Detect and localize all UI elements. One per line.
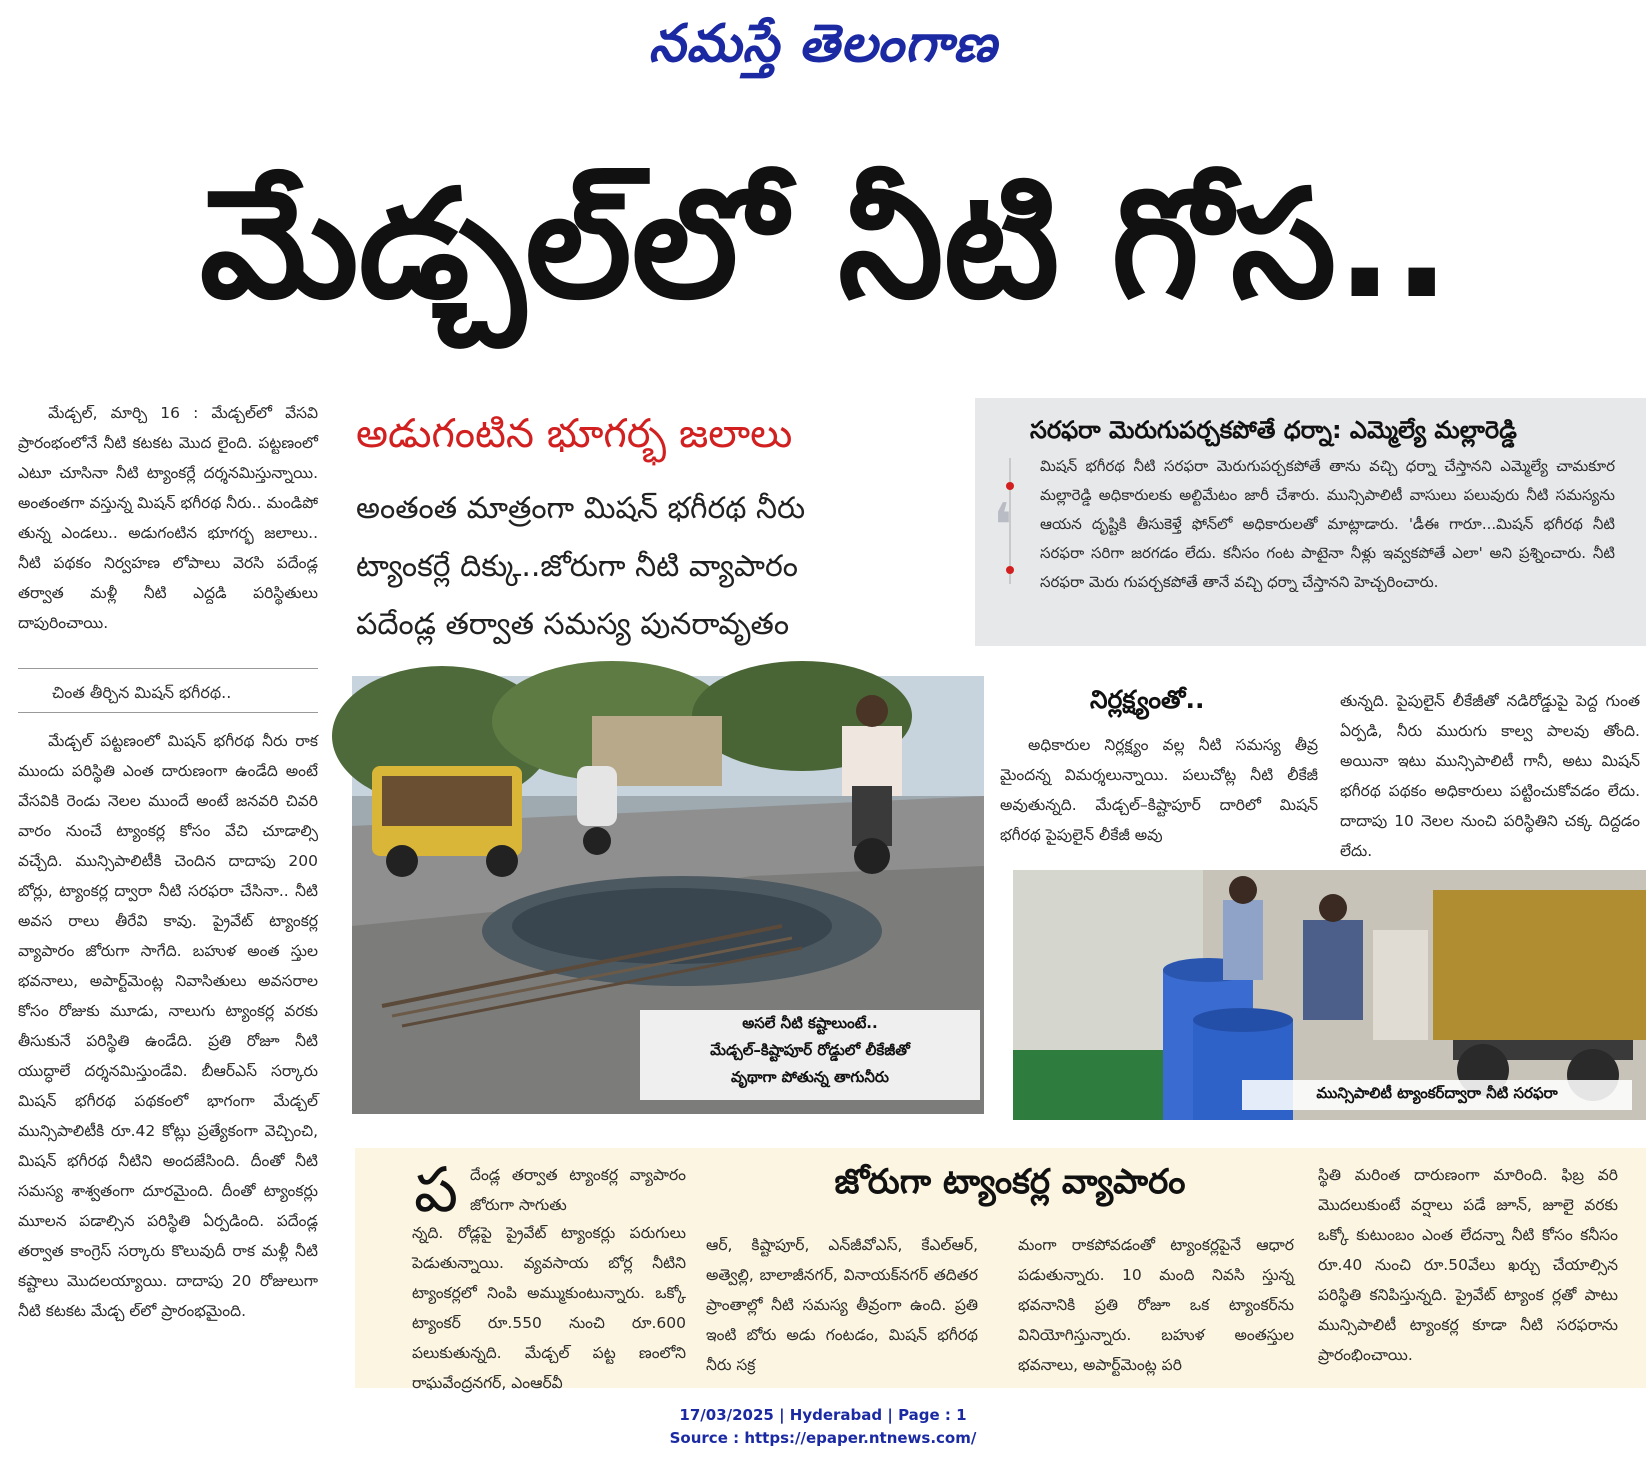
left-column-lead xyxy=(18,398,318,638)
bottom-col-4 xyxy=(1318,1160,1618,1380)
bottom-col-3-text: మంగా రాకపోవడంతో ట్యాంకర్లపైనే ఆధార పడుతున్నారు. 10 మంది నివసి స్తున్న భవనానికి ప్రతి రోజూ ఒక ట్యాంకర్‌ను వినియోగిస్తున్నారు. బహుళ అంతస్తుల భవనాలు, అపార్ట్‌మెంట్ల పరి xyxy=(1018,1236,1294,1374)
negligence-text-2: తున్నది. పైపులైన్ లీకేజీతో నడిరోడ్డుపై పెద్ద గుంత ఏర్పడి, నీరు మురుగు కాల్వ పాలవు తోంది. అయినా ఇటు మున్సిపాలిటీ గానీ, అటు మిషన్ భగీరథ పథకం అధికారులు పట్టించుకోవడం లేదు. దాదాపు 10 నెలల నుంచి పరిస్థితిని చక్క దిద్దడం లేదు. xyxy=(1340,692,1640,860)
red-subhead: అడుగంటిన భూగర్భ జలాలు xyxy=(356,411,793,457)
left-column-divider xyxy=(18,668,318,669)
footer-date-line: 17/03/2025 | Hyderabad | Page : 1 xyxy=(679,1406,967,1424)
left-column-divider-2 xyxy=(18,712,318,713)
bottom-col-4-text: స్థితి మరింత దారుణంగా మారింది. ఫిబ్ర వరి మొదలుకుంటే వర్షాలు పడే జూన్, జూలై వరకు ఒక్కో కుటుంబం ఎంత లేదన్నా నీటి కోసం కనీసం రూ.40 నుంచి రూ.50వేలు ఖర్చు చేయాల్సిన పరిస్థితి కనిపిస్తున్నది. ప్రైవేట్ ట్యాంక ర్లతో పాటు మున్సిపాలిటీ ట్యాంకర్ల కూడా నీటి సరఫరాను ప్రారంభించాయి. xyxy=(1318,1166,1618,1364)
quote-mark-icon: ❛ xyxy=(993,491,1013,561)
negligence-col-1 xyxy=(1000,730,1318,850)
deck-line: ట్యాంకర్లే దిక్కు..జోరుగా నీటి వ్యాపారం xyxy=(356,549,798,584)
deck-line: అంతంత మాత్రంగా మిషన్ భగీరథ నీరు xyxy=(356,491,806,526)
mla-quote-title: సరఫరా మెరుగుపర్చకపోతే ధర్నా: ఎమ్మెల్యే మల్లారెడ్డి xyxy=(1030,416,1517,444)
road-photo-caption xyxy=(640,1010,980,1100)
bottom-col-1 xyxy=(412,1218,686,1392)
bottom-col-1-top-text: దేండ్ల తర్వాత ట్యాంకర్ల వ్యాపారం జోరుగా సాగుతు xyxy=(470,1166,686,1214)
tanker-photo-caption: మున్సిపాలిటీ ట్యాంకర్‌ద్వారా నీటి సరఫరా xyxy=(1242,1080,1632,1110)
deck xyxy=(356,480,916,654)
dropcap: ప xyxy=(414,1153,459,1226)
footer-source-line: Source : https://epaper.ntnews.com/ xyxy=(669,1429,977,1447)
bottom-col-2 xyxy=(706,1230,978,1380)
mla-quote-body: మిషన్ భగీరథ నీటి సరఫరా మెరుగుపర్చకపోతే తాను వచ్చి ధర్నా చేస్తానని ఎమ్మెల్యే చామకూర మల్లారెడ్డి అధికారులకు అల్టిమేటం జారీ చేశారు. మున్సిపాలిటీ వాసులు పలువురు నీటి సమస్యను ఆయన దృష్టికి తీసుకెళ్తే ఫోన్‌లో అధికారులతో మాట్లాడారు. 'డీఈ గారూ...మిషన్ భగీరథ నీటి సరఫరా సరిగా జరగడం లేదు. కనీసం గంట పాటైనా నీళ్లు ఇవ్వకపోతే ఎలా' అని ప్రశ్నించారు. నీటి సరఫరా మెరు గుపర్చకపోతే తానే వచ్చి ధర్నా చేస్తానని హెచ్చరించారు. xyxy=(1040,457,1615,591)
negligence-text-1: అధికారుల నిర్లక్ష్యం వల్ల నీటి సమస్య తీవ్ర మైందన్న విమర్శలున్నాయి. పలుచోట్ల నీటి లీకేజీ అవుతున్నది. మేడ్చల్–కిష్టాపూర్ దారిలో మిషన్ భగీరథ పైపులైన్ లీకేజీ అవు xyxy=(1000,736,1318,844)
main-headline: మేడ్చల్‌లో నీటి గోస.. xyxy=(199,158,1451,332)
bottom-col-3 xyxy=(1018,1230,1294,1380)
lead-paragraph: మేడ్చల్, మార్చి 16 : మేడ్చల్‌లో వేసవి ప్రారంభంలోనే నీటి కటకట మొద లైంది. పట్టణంలో ఎటూ చూసినా నీటి ట్యాంకర్లే దర్శనమిస్తున్నాయి. అంతంతగా వస్తున్న మిషన్ భగీరథ నీరు.. మండిపో తున్న ఎండలు.. అడుగంటిన భూగర్భ జలాలు.. నీటి పథకం నిర్వహణ లోపాలు వెరసి పదేండ్ల తర్వాత మళ్లీ నీటి ఎద్దడి పరిస్థితులు దాపురించాయి. xyxy=(18,404,318,632)
caption-line: అసలే నీటి కష్టాలుంటే.. xyxy=(742,1014,878,1032)
caption-line: వృథాగా పోతున్న తాగునీరు xyxy=(731,1068,889,1086)
masthead: నమస్తే తెలంగాణ xyxy=(648,13,998,74)
tanker-business-heading: జోరుగా ట్యాంకర్ల వ్యాపారం xyxy=(834,1162,1186,1202)
deck-line: పదేండ్ల తర్వాత సమస్య పునరావృతం xyxy=(356,607,790,642)
left-column-body xyxy=(18,726,318,1366)
footer xyxy=(0,1404,1646,1450)
body-paragraph: మేడ్చల్ పట్టణంలో మిషన్ భగీరథ నీరు రాక ముందు పరిస్థితి ఎంత దారుణంగా ఉండేది అంటే వేసవికి రెండు నెలల ముందే అంటే జనవరి చివరి వారం నుంచే ట్యాంకర్ల కోసం వేచి చూడాల్సి వచ్చేది. మున్సిపాలిటీకి చెందిన దాదాపు 200 బోర్లు, ట్యాంకర్ల ద్వారా నీటి సరఫరా చేసినా.. నీటి అవస రాలు తీరేవి కావు. ప్రైవేట్ ట్యాంకర్ల వ్యాపారం జోరుగా సాగేది. బహుళ అంత స్తుల భవనాలు, అపార్ట్‌మెంట్ల నివాసితులు అవసరాల కోసం రోజుకు మూడు, నాలుగు ట్యాంకర్ల వరకు తీసుకునే పరిస్థితి ఉండేది. ప్రతి రోజూ నీటి యుద్ధాలే దర్శనమిస్తుండేవి. బీఆర్‌ఎస్ సర్కారు మిషన్ భగీరథ పథకంలో భాగంగా మేడ్చల్ మున్సిపాలిటీకి రూ.42 కోట్లు ప్రత్యేకంగా వెచ్చించి, మిషన్ భగీరథ నీటిని అందజేసింది. దీంతో నీటి సమస్య శాశ్వతంగా దూరమైంది. దీంతో ట్యాంకర్లు మూలన పడాల్సిన పరిస్థితి ఏర్పడింది. పదేండ్ల తర్వాత కాంగ్రెస్ సర్కారు కొలువుదీ రాక మళ్లీ నీటి కష్టాలు మొదలయ్యాయి. దాదాపు 20 రోజులుగా నీటి కటకట మేడ్చ ల్‌లో ప్రారంభమైంది. xyxy=(18,732,318,1320)
quote-dot-icon xyxy=(1006,482,1014,490)
negligence-col-2 xyxy=(1340,686,1640,860)
negligence-heading: నిర్లక్ష్యంతో.. xyxy=(1090,685,1205,714)
bottom-col-1-top xyxy=(470,1160,686,1222)
quote-dot-icon xyxy=(1006,566,1014,574)
left-column-subhead: చింత తీర్చిన మిషన్ భగీరథ.. xyxy=(52,683,232,702)
bottom-col-2-text: ఆర్, కిష్టాపూర్, ఎన్‌జీవోఎస్, కేఎల్‌ఆర్, అత్వెల్లి, బాలాజీనగర్, వినాయక్‌నగర్ తదితర ప్రాంతాల్లో నీటి సమస్య తీవ్రంగా ఉంది. ప్రతి ఇంటి బోరు అడు గంటడం, మిషన్ భగీరథ నీరు సక్ర xyxy=(706,1236,978,1374)
caption-line: మేడ్చల్–కిష్టాపూర్ రోడ్డులో లీకేజీతో xyxy=(710,1041,910,1059)
bottom-col-1-text: న్నది. రోడ్లపై ప్రైవేట్ ట్యాంకర్లు పరుగులు పెడుతున్నాయి. వ్యవసాయ బోర్ల నీటిని ట్యాంకర్లలో నింపి అమ్ముకుంటున్నారు. ఒక్కో ట్యాంకర్ రూ.550 నుంచి రూ.600 పలుకుతున్నది. మేడ్చల్ పట్ట ణంలోని రాఘవేంద్రనగర్, ఎంఆర్‌వీ xyxy=(412,1224,686,1392)
